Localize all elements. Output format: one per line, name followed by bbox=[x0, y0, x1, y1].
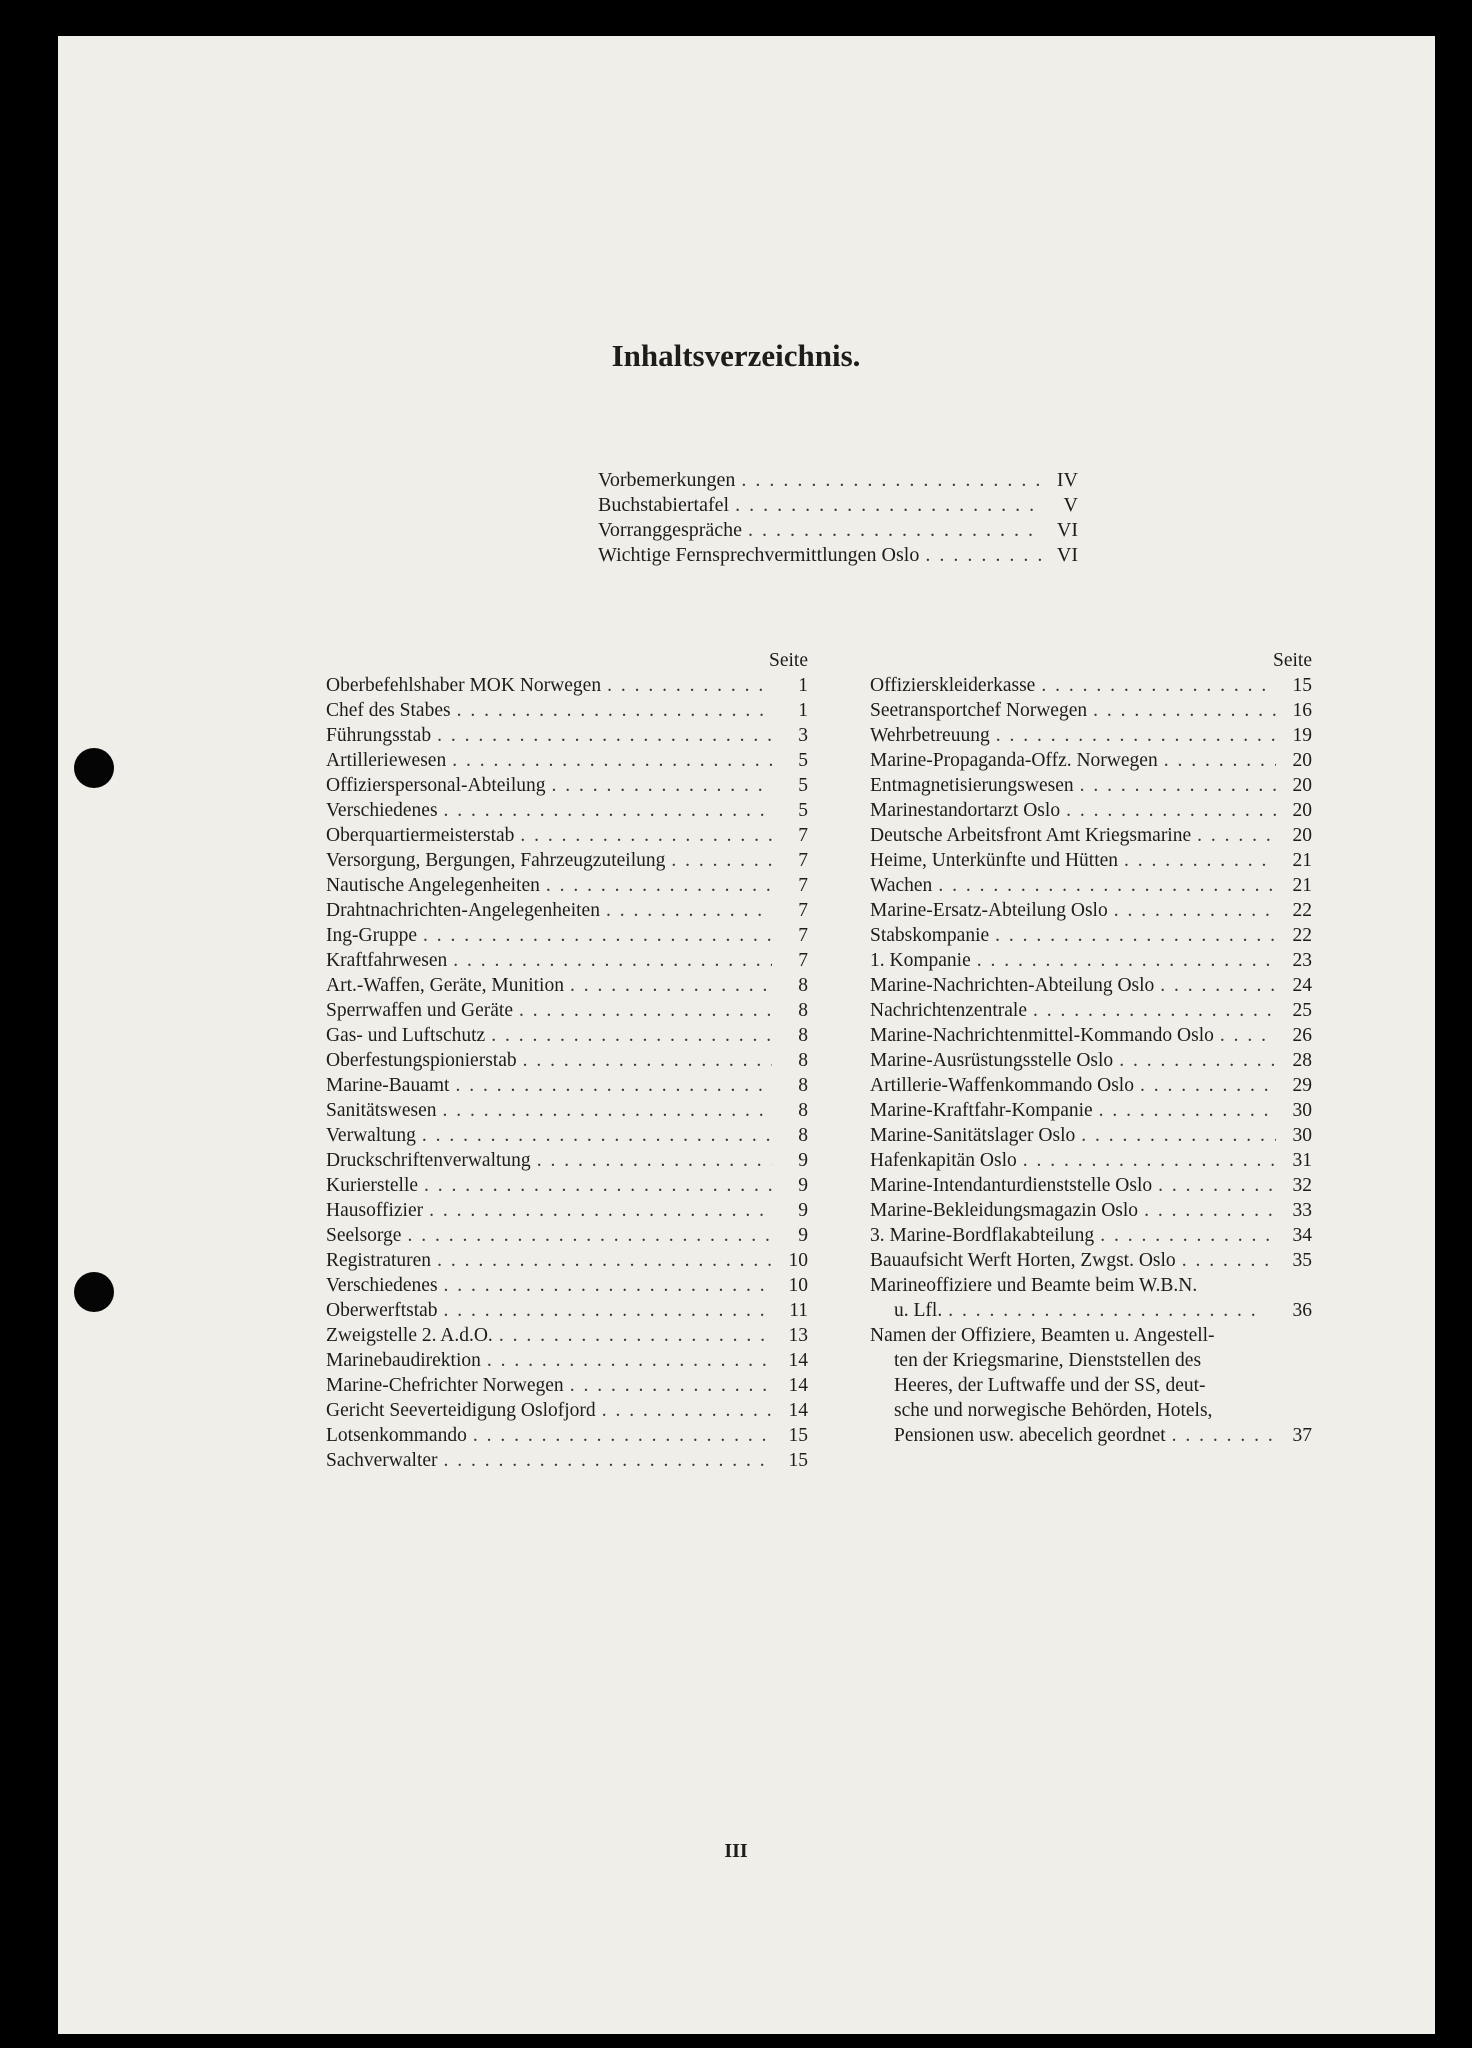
toc-page: 22 bbox=[1292, 925, 1312, 946]
toc-entry bbox=[870, 1023, 1312, 1048]
toc-page: 26 bbox=[1292, 1025, 1312, 1046]
toc-entry bbox=[326, 823, 808, 848]
toc-label: Oberquartiermeisterstab bbox=[326, 825, 515, 846]
toc-label: ten der Kriegsmarine, Dienststellen des bbox=[894, 1350, 1202, 1371]
toc-page: 29 bbox=[1292, 1075, 1312, 1096]
toc-entry bbox=[870, 1098, 1312, 1123]
toc-label: Führungsstab bbox=[326, 725, 432, 746]
toc-entry bbox=[598, 493, 1078, 518]
toc-label: Pensionen usw. abecelich geordnet bbox=[894, 1425, 1166, 1446]
toc-page: 7 bbox=[798, 900, 808, 921]
toc-page: 20 bbox=[1292, 825, 1312, 846]
toc-page: 8 bbox=[798, 1125, 808, 1146]
toc-page: 22 bbox=[1292, 900, 1312, 921]
toc-label: Oberwerftstab bbox=[326, 1300, 438, 1321]
toc-entry bbox=[326, 1248, 808, 1273]
toc-page: 14 bbox=[788, 1350, 808, 1371]
toc-page: 20 bbox=[1292, 800, 1312, 821]
toc-page: 7 bbox=[798, 875, 808, 896]
toc-page: 15 bbox=[788, 1425, 808, 1446]
toc-page: 8 bbox=[798, 1050, 808, 1071]
toc-entry bbox=[870, 823, 1312, 848]
toc-entry bbox=[598, 518, 1078, 543]
toc-entry bbox=[870, 773, 1312, 798]
toc-page: 15 bbox=[788, 1450, 808, 1471]
toc-entry bbox=[326, 848, 808, 873]
toc-label: Marine-Sanitätslager Oslo bbox=[870, 1125, 1076, 1146]
toc-label: Verschiedenes bbox=[326, 800, 438, 821]
toc-page: 37 bbox=[1292, 1425, 1312, 1446]
punch-hole bbox=[74, 748, 114, 788]
toc-label: Bauaufsicht Werft Horten, Zwgst. Oslo bbox=[870, 1250, 1176, 1271]
toc-label: Wachen bbox=[870, 875, 933, 896]
column-header: Seite bbox=[1273, 650, 1312, 671]
toc-entry bbox=[870, 898, 1312, 923]
toc-label: Stabskompanie bbox=[870, 925, 990, 946]
toc-entry bbox=[870, 948, 1312, 973]
toc-page: 9 bbox=[798, 1200, 808, 1221]
toc-label: Artillerie-Waffenkommando Oslo bbox=[870, 1075, 1134, 1096]
toc-entry bbox=[326, 948, 808, 973]
toc-page: 23 bbox=[1292, 950, 1312, 971]
toc-entry bbox=[326, 1223, 808, 1248]
toc-entry bbox=[326, 773, 808, 798]
toc-entry bbox=[326, 748, 808, 773]
toc-entry bbox=[326, 1298, 808, 1323]
toc-entry bbox=[326, 1198, 808, 1223]
toc-entry bbox=[870, 923, 1312, 948]
toc-page: 7 bbox=[798, 825, 808, 846]
toc-page: 30 bbox=[1292, 1125, 1312, 1146]
toc-entry bbox=[870, 998, 1312, 1023]
toc-page: 5 bbox=[798, 800, 808, 821]
toc-label: Sperrwaffen und Geräte bbox=[326, 1000, 513, 1021]
toc-page: 15 bbox=[1292, 675, 1312, 696]
column-header: Seite bbox=[769, 650, 808, 671]
toc-entry bbox=[870, 1173, 1312, 1198]
toc-label: Sachverwalter bbox=[326, 1450, 438, 1471]
toc-label: Verwaltung bbox=[326, 1125, 416, 1146]
toc-entry bbox=[326, 1098, 808, 1123]
toc-entry bbox=[598, 543, 1078, 568]
toc-page: 7 bbox=[798, 925, 808, 946]
toc-entry bbox=[326, 973, 808, 998]
toc-label: Marinebaudirektion bbox=[326, 1350, 481, 1371]
toc-entry bbox=[870, 1248, 1312, 1273]
toc-entry bbox=[870, 1073, 1312, 1098]
toc-page: 7 bbox=[798, 950, 808, 971]
toc-page: 8 bbox=[798, 1100, 808, 1121]
toc-page: 30 bbox=[1292, 1100, 1312, 1121]
toc-label: Entmagnetisierungswesen bbox=[870, 775, 1074, 796]
toc-label: Oberbefehlshaber MOK Norwegen bbox=[326, 675, 602, 696]
toc-label: Sanitätswesen bbox=[326, 1100, 437, 1121]
toc-page: 14 bbox=[788, 1400, 808, 1421]
toc-page: 21 bbox=[1292, 875, 1312, 896]
toc-label: 3. Marine-Bordflakabteilung bbox=[870, 1225, 1095, 1246]
toc-label: Ing-Gruppe bbox=[326, 925, 417, 946]
toc-entry bbox=[326, 898, 808, 923]
toc-page: 5 bbox=[798, 750, 808, 771]
toc-label: Seelsorge bbox=[326, 1225, 402, 1246]
toc-label: Heime, Unterkünfte und Hütten bbox=[870, 850, 1119, 871]
toc-label: Zweigstelle 2. A.d.O. bbox=[326, 1325, 493, 1346]
toc-page: 16 bbox=[1292, 700, 1312, 721]
page-title: Inhaltsverzeichnis. bbox=[611, 338, 861, 373]
toc-entry-multiline bbox=[870, 1323, 1312, 1448]
toc-entry bbox=[326, 673, 808, 698]
toc-label: Druckschriftenverwaltung bbox=[326, 1150, 531, 1171]
toc-label: Drahtnachrichten-Angelegenheiten bbox=[326, 900, 600, 921]
toc-page: 9 bbox=[798, 1175, 808, 1196]
toc-page: 9 bbox=[798, 1150, 808, 1171]
toc-label: Lotsenkommando bbox=[326, 1425, 467, 1446]
toc-page: 7 bbox=[798, 850, 808, 871]
toc-entry bbox=[870, 723, 1312, 748]
toc-entry bbox=[870, 1198, 1312, 1223]
toc-page: 3 bbox=[798, 725, 808, 746]
toc-entry bbox=[326, 1398, 808, 1423]
toc-page: VI bbox=[1056, 544, 1078, 566]
toc-label: Nautische Angelegenheiten bbox=[326, 875, 540, 896]
toc-page: 33 bbox=[1292, 1200, 1312, 1221]
toc-label: Gericht Seeverteidigung Oslofjord bbox=[326, 1400, 596, 1421]
toc-label: Offizierspersonal-Abteilung bbox=[326, 775, 546, 796]
toc-page: 1 bbox=[798, 700, 808, 721]
toc-page: 25 bbox=[1292, 1000, 1312, 1021]
toc-entry bbox=[870, 848, 1312, 873]
toc-page: 31 bbox=[1292, 1150, 1312, 1171]
toc-label: Buchstabiertafel bbox=[598, 494, 730, 516]
toc-label: Marine-Bekleidungsmagazin Oslo bbox=[870, 1200, 1139, 1221]
toc-label: u. Lfl. bbox=[894, 1300, 943, 1321]
toc-label: Vorranggespräche bbox=[598, 519, 743, 541]
toc-entry bbox=[326, 1123, 808, 1148]
toc-page: 35 bbox=[1292, 1250, 1312, 1271]
front-matter-list bbox=[598, 468, 1078, 568]
toc-entry bbox=[326, 998, 808, 1023]
toc-page: 28 bbox=[1292, 1050, 1312, 1071]
toc-label: Seetransportchef Norwegen bbox=[870, 700, 1088, 721]
toc-label: Marine-Propaganda-Offz. Norwegen bbox=[870, 750, 1158, 771]
toc-left-column bbox=[326, 648, 808, 1473]
toc-page: 13 bbox=[788, 1325, 808, 1346]
toc-label: Marine-Nachrichten-Abteilung Oslo bbox=[870, 975, 1155, 996]
toc-label: Wichtige Fernsprechvermittlungen Oslo bbox=[598, 544, 920, 566]
toc-entry-multiline bbox=[870, 1273, 1312, 1323]
toc-label: Artilleriewesen bbox=[326, 750, 447, 771]
toc-entry bbox=[326, 1048, 808, 1073]
toc-page: 1 bbox=[798, 675, 808, 696]
toc-entry bbox=[870, 1223, 1312, 1248]
toc-label: Marine-Ersatz-Abteilung Oslo bbox=[870, 900, 1108, 921]
toc-entry bbox=[870, 698, 1312, 723]
toc-label: Hafenkapitän Oslo bbox=[870, 1150, 1017, 1171]
toc-label: Registraturen bbox=[326, 1250, 432, 1271]
toc-label: Namen der Offiziere, Beamten u. Angestell- bbox=[870, 1325, 1215, 1346]
toc-page: 32 bbox=[1292, 1175, 1312, 1196]
toc-page: 8 bbox=[798, 1025, 808, 1046]
toc-label: Marinestandortarzt Oslo bbox=[870, 800, 1061, 821]
toc-label: Marine-Chefrichter Norwegen bbox=[326, 1375, 564, 1396]
toc-label: Marineoffiziere und Beamte beim W.B.N. bbox=[870, 1275, 1198, 1296]
toc-label: Wehrbetreuung bbox=[870, 725, 990, 746]
toc-label: Marine-Intendanturdienststelle Oslo bbox=[870, 1175, 1153, 1196]
toc-entry bbox=[870, 1123, 1312, 1148]
toc-label: Vorbemerkungen bbox=[598, 469, 736, 491]
toc-page: 19 bbox=[1292, 725, 1312, 746]
toc-label: Kraftfahrwesen bbox=[326, 950, 448, 971]
toc-right-column bbox=[870, 648, 1312, 1448]
toc-label: sche und norwegische Behörden, Hotels, bbox=[894, 1400, 1213, 1421]
toc-label: Chef des Stabes bbox=[326, 700, 451, 721]
toc-page: 11 bbox=[789, 1300, 808, 1321]
toc-entry bbox=[326, 1423, 808, 1448]
toc-entry bbox=[326, 1073, 808, 1098]
toc-entry bbox=[326, 1273, 808, 1298]
toc-label: Marine-Bauamt bbox=[326, 1075, 450, 1096]
toc-label: Marine-Nachrichtenmittel-Kommando Oslo bbox=[870, 1025, 1214, 1046]
toc-label: Versorgung, Bergungen, Fahrzeugzuteilung bbox=[326, 850, 666, 871]
toc-label: Kurierstelle bbox=[326, 1175, 419, 1196]
toc-page: 20 bbox=[1292, 750, 1312, 771]
toc-entry bbox=[326, 923, 808, 948]
toc-label: Oberfestungspionierstab bbox=[326, 1050, 517, 1071]
toc-page: 14 bbox=[788, 1375, 808, 1396]
toc-entry bbox=[326, 1023, 808, 1048]
toc-label: Offizierskleiderkasse bbox=[870, 675, 1036, 696]
toc-page: 24 bbox=[1292, 975, 1312, 996]
toc-entry bbox=[326, 1348, 808, 1373]
toc-page: 21 bbox=[1292, 850, 1312, 871]
page-number: III bbox=[724, 1840, 748, 1862]
toc-label: Deutsche Arbeitsfront Amt Kriegsmarine bbox=[870, 825, 1192, 846]
toc-entry bbox=[326, 1173, 808, 1198]
toc-page: 5 bbox=[798, 775, 808, 796]
toc-label: Marine-Kraftfahr-Kompanie bbox=[870, 1100, 1093, 1121]
toc-entry bbox=[326, 1373, 808, 1398]
toc-entry bbox=[326, 698, 808, 723]
toc-entry bbox=[870, 748, 1312, 773]
toc-entry bbox=[326, 873, 808, 898]
toc-entry bbox=[326, 1448, 808, 1473]
toc-page: 10 bbox=[788, 1250, 808, 1271]
toc-label: Nachrichtenzentrale bbox=[870, 1000, 1027, 1021]
toc-entry bbox=[870, 1148, 1312, 1173]
toc-entry bbox=[326, 723, 808, 748]
toc-page: IV bbox=[1056, 469, 1078, 491]
toc-entry bbox=[326, 798, 808, 823]
toc-entry bbox=[326, 1148, 808, 1173]
toc-entry bbox=[870, 1048, 1312, 1073]
toc-page: 36 bbox=[1292, 1300, 1312, 1321]
toc-label: Marine-Ausrüstungsstelle Oslo bbox=[870, 1050, 1114, 1071]
toc-page: 8 bbox=[798, 1075, 808, 1096]
toc-page: 34 bbox=[1292, 1225, 1312, 1246]
toc-label: Gas- und Luftschutz bbox=[326, 1025, 486, 1046]
toc-page: 8 bbox=[798, 975, 808, 996]
toc-page: 8 bbox=[798, 1000, 808, 1021]
toc-page: V bbox=[1063, 494, 1078, 516]
toc-entry bbox=[870, 873, 1312, 898]
toc-entry bbox=[870, 673, 1312, 698]
punch-hole bbox=[74, 1272, 114, 1312]
toc-label: Hausoffizier bbox=[326, 1200, 424, 1221]
toc-label: Heeres, der Luftwaffe und der SS, deut- bbox=[894, 1375, 1206, 1396]
toc-label: Art.-Waffen, Geräte, Munition bbox=[326, 975, 564, 996]
toc-entry bbox=[326, 1323, 808, 1348]
toc-page: 20 bbox=[1292, 775, 1312, 796]
toc-label: 1. Kompanie bbox=[870, 950, 971, 971]
toc-entry bbox=[598, 468, 1078, 493]
toc-entry bbox=[870, 798, 1312, 823]
toc-page: VI bbox=[1056, 519, 1078, 541]
toc-label: Verschiedenes bbox=[326, 1275, 438, 1296]
toc-page: 9 bbox=[798, 1225, 808, 1246]
toc-page: 10 bbox=[788, 1275, 808, 1296]
toc-entry bbox=[870, 973, 1312, 998]
